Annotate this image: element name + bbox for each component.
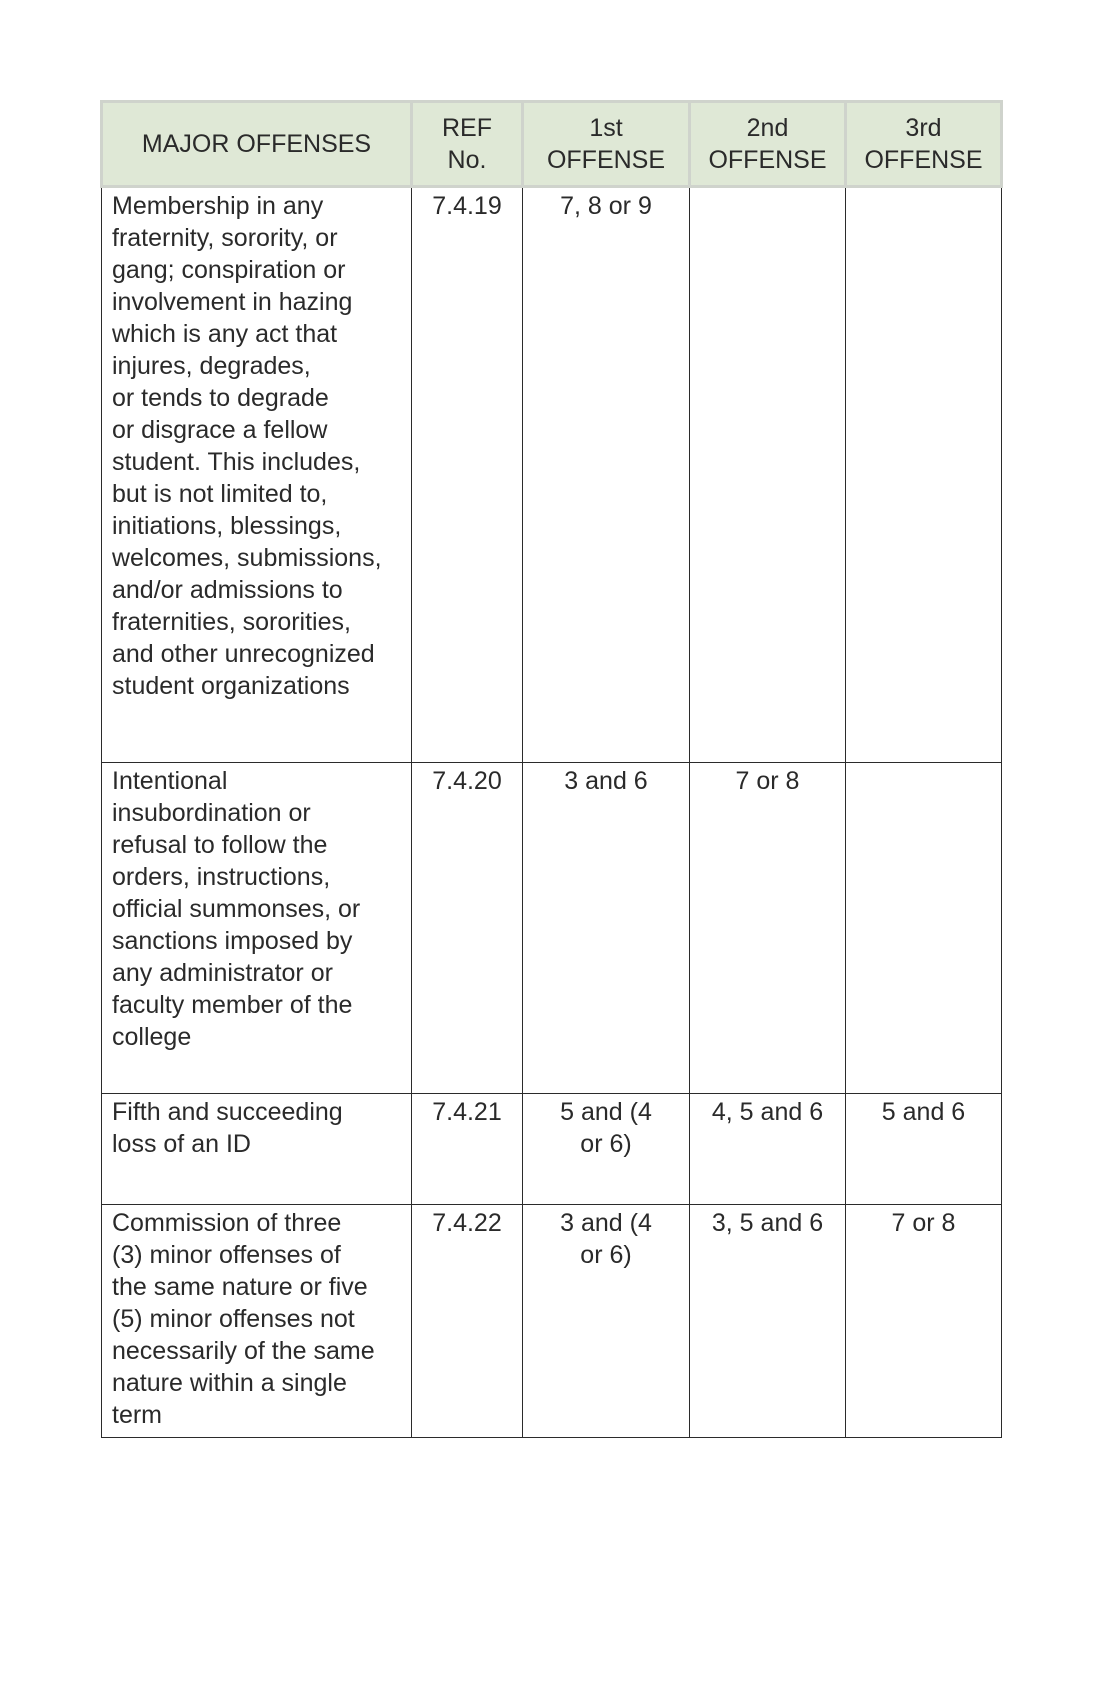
ref-no-cell	[412, 187, 523, 763]
offense-description-cell	[102, 763, 412, 1094]
offense-description-line: sanctions imposed by	[112, 927, 353, 955]
header-third-offense: 3rd OFFENSE	[846, 102, 1002, 187]
sanction-value: 7, 8 or 9	[560, 192, 652, 220]
second-offense-cell	[690, 1205, 846, 1438]
offense-description-line: fraternities, sororities,	[112, 608, 351, 636]
offense-description-line: (5) minor offenses not	[112, 1305, 355, 1333]
offense-description-line: the same nature or five	[112, 1273, 368, 1301]
offense-description-line: fraternity, sorority, or	[112, 224, 338, 252]
header-row	[102, 102, 1002, 187]
offense-description-line: but is not limited to,	[112, 480, 328, 508]
offense-description-line: and other unrecognized	[112, 640, 375, 668]
offense-description-line: Commission of three	[112, 1209, 342, 1237]
offense-description-line: student. This includes,	[112, 448, 361, 476]
third-offense-cell	[846, 1205, 1002, 1438]
offense-description-line: injures, degrades,	[112, 352, 311, 380]
offense-description-line: or disgrace a fellow	[112, 416, 328, 444]
ref-no-value: 7.4.19	[432, 192, 502, 220]
offense-description-line: and/or admissions to	[112, 576, 343, 604]
sanction-value: 7 or 8	[891, 1209, 956, 1237]
offense-description-line: (3) minor offenses of	[112, 1241, 341, 1269]
offense-description-line: or tends to degrade	[112, 384, 329, 412]
table-row	[102, 1205, 1002, 1438]
table-row	[102, 1094, 1002, 1205]
second-offense-cell	[690, 187, 846, 763]
offense-description-line: which is any act that	[112, 320, 338, 348]
offense-description-line: official summonses, or	[112, 895, 361, 923]
sanction-value: 5 and (4	[560, 1098, 652, 1126]
header-ref-no: REF No.	[412, 102, 523, 187]
second-offense-cell	[690, 763, 846, 1094]
ref-no-value: 7.4.21	[432, 1098, 502, 1126]
sanction-value: 3 and 6	[564, 767, 648, 795]
table-row	[102, 763, 1002, 1094]
first-offense-cell	[523, 1094, 690, 1205]
offense-description-line: gang; conspiration or	[112, 256, 346, 284]
ref-no-cell	[412, 1205, 523, 1438]
first-offense-cell	[523, 1205, 690, 1438]
offense-description-line: involvement in hazing	[112, 288, 353, 316]
offense-description-line: refusal to follow the	[112, 831, 328, 859]
sanction-value: 5 and 6	[881, 1098, 966, 1126]
sanction-value: 7 or 8	[735, 767, 800, 795]
first-offense-cell	[523, 187, 690, 763]
offense-description-line: term	[112, 1401, 162, 1429]
header-first-offense: 1st OFFENSE	[523, 102, 690, 187]
third-offense-cell	[846, 187, 1002, 763]
table-row	[102, 187, 1002, 763]
third-offense-cell	[846, 763, 1002, 1094]
sanction-value: or 6)	[580, 1130, 632, 1158]
header-major-offenses: MAJOR OFFENSES	[102, 102, 412, 187]
offense-description-line: orders, instructions,	[112, 863, 331, 891]
offense-description-cell	[102, 1094, 412, 1205]
third-offense-cell	[846, 1094, 1002, 1205]
ref-no-value: 7.4.22	[432, 1209, 502, 1237]
offense-description-line: welcomes, submissions,	[112, 544, 382, 572]
table-body	[102, 187, 1002, 1438]
major-offenses-table	[100, 100, 1003, 1438]
offense-description-line: loss of an ID	[112, 1130, 251, 1158]
ref-no-cell	[412, 763, 523, 1094]
offense-description-line: Membership in any	[112, 192, 324, 220]
ref-no-value: 7.4.20	[432, 767, 502, 795]
ref-no-cell	[412, 1094, 523, 1205]
offense-description-line: nature within a single	[112, 1369, 347, 1397]
first-offense-cell	[523, 763, 690, 1094]
offense-description-line: Intentional	[112, 767, 228, 795]
sanction-value: 4, 5 and 6	[711, 1098, 824, 1126]
header-second-offense: 2nd OFFENSE	[690, 102, 846, 187]
offense-description-cell	[102, 1205, 412, 1438]
offense-description-line: insubordination or	[112, 799, 311, 827]
sanction-value: 3, 5 and 6	[711, 1209, 824, 1237]
offense-description-line: faculty member of the	[112, 991, 353, 1019]
offense-description-line: any administrator or	[112, 959, 333, 987]
second-offense-cell	[690, 1094, 846, 1205]
sanction-value: or 6)	[580, 1241, 632, 1269]
document-page	[100, 100, 1000, 1438]
offense-description-cell	[102, 187, 412, 763]
offense-description-line: initiations, blessings,	[112, 512, 342, 540]
offense-description-line: student organizations	[112, 672, 350, 700]
offense-description-line: Fifth and succeeding	[112, 1098, 343, 1126]
offense-description-line: necessarily of the same	[112, 1337, 375, 1365]
sanction-value: 3 and (4	[560, 1209, 652, 1237]
offense-description-line: college	[112, 1023, 192, 1051]
